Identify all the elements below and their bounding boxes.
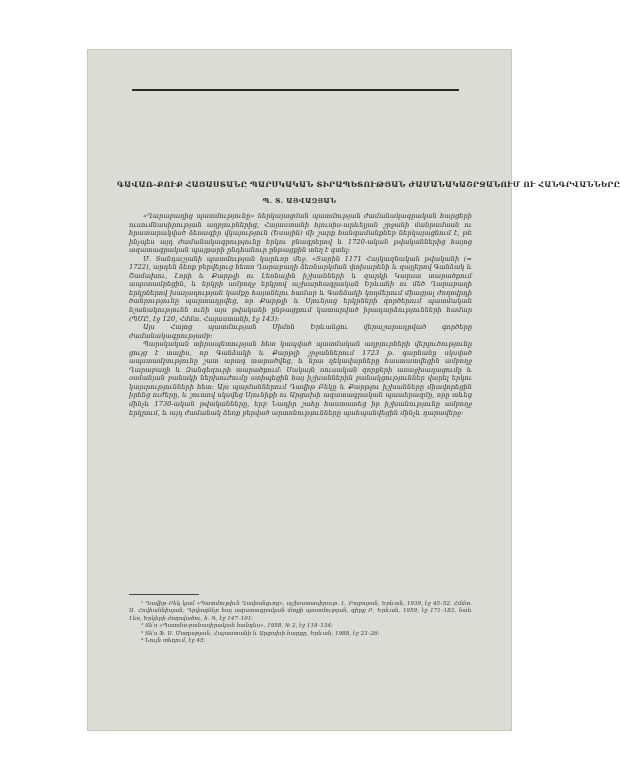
footnote-divider <box>129 594 199 595</box>
article-title: ԳԱՎԱՌ-ՔՈՒՔ ՀԱՅԱՍՏԱՆԸ ՊԱՐՍԿԱԿԱՆ ՏԻՐԱՊԵՏՈՒԹՅԱՆ ԺԱՄԱՆԱԿԱՇՐՋԱՆՈՒՄ ՈՒ ՀԱՆԳՐՎԱՆՆԵՐԸ <box>117 180 620 189</box>
paragraph: «Ղարաբաղից պատմությունը» ներկայացման պատմության ժամանակագրական հարցերի ուսումնասիրության աղբյուրներից, Հայաստանի հյուսիս-արևելյան շրջանի մանրամասն ու հրատարակված ձեռագիր վկայություն (Եսային) մի շարք հանգամանքներ ներկայացնում է, թե ինչպես այդ ժամանակագրությունը երկու բնագրերով և 1720-ական թվականներից հայոց ազատագրական պայքարի ընդհանուր ընթացքին տեղ է գտել։ <box>129 212 472 255</box>
scanned-page <box>87 49 620 731</box>
footnote: ¹ Դավիթ Բեկ կամ «Պատմութիւն Ղափանցւոց», աշխատասիրութ. Լ. Բաբայան, Երևան, 1939, էջ 45–52. Հմմտ. Ա. Հովհաննիսյան, Դրվագներ հայ ազատագրական մտքի պատմության, գիրք Բ, Երևան, 1959, էջ 171–183, նաև Լեո, Երկերի ժողովածու, հ. Գ, էջ 147–191։ <box>129 601 472 622</box>
paragraph: Պարսկական տիրապետության հետ կապված պատմական աղբյուրների վերլուծությունը ցույց է տալիս, որ Գանձակի և Քարթլի շրջաններում 1723 թ. գարնանը սկսված ապստամբությունը շատ արագ տարածվեց, և նրա ղեկավարները հաստատվեցին ամբողջ Ղարաբաղի և Զանգեզուրի տարածքում։ Սակայն ռուսական զորքերի առաջխաղացումը և օսմանյան բանակի ներխուժումը ստիպեցին հայ իշխաններին բանակցություններ վարել երկու կայսրությունների հետ։ Այս պայմաններում Դավիթ Բեկը և Քարթլու իշխանները միավորեցին իրենց ուժերը, և շուտով սկսվեց Սյունիքի ու Արցախի ազատագրական պատերազմը, որը տևեց մինչև 1730-ական թվականները, երբ Նադիր շահը հաստատեց իր իշխանությունը ամբողջ երկրում, և այդ ժամանակ ձեռք բերված արտոնությունները պահպանվեցին մինչև դարավերջ։ <box>129 340 472 417</box>
footnotes <box>129 601 472 645</box>
footnote: ³ Տե՛ս Ֆ. Ս. Մադաթյան, Հայաստանի և Արցախի հարցը, Երևան, 1988, էջ 23–26։ <box>141 630 380 637</box>
header-rule <box>132 89 459 91</box>
article-author: Պ. Տ. ԱՅՎԱԶՅԱՆ <box>262 197 337 205</box>
footnote: ⁴ Նույն տեղում, էջ 45։ <box>141 638 206 645</box>
paragraph: Մ. Տանդաշյանի պատմության կարևոր մեջ. «Տարին 1171 Հայկազնական թվականի (= 1722), արդեն ձեռք բերվելուց հետո Ղարաբաղի ձեռնարկման փոխարենի և զայլերով Գանձակ և Շամախու, Լորի և Քարթլի ու Լեռնային իշխանների և զարկի Կարսա տարածքում ապստամբեցին, և երկրի ամբողջ երկրով աշխարհագրական Երևանի ու մեծ Ղարաբաղի երկրներով խաղաղության կամքը հայտնելու համար և Գանձակի կողմերում միացյալ ժողովրդի ծանրությունը պարտադրվեց, որ Քարթլի և Սյունյաց երկրների գործերում պատմական նշանակությունն ունի այս թվականի ընթացքում կատարված իրադարձությունների համար (ՊՄԸ, էջ 120, Հմմտ. Հայաստանի, էջ 143)։ <box>129 254 472 323</box>
article-body <box>129 212 472 417</box>
footnote: ² Տե՛ս «Պատմա-բանասիրական հանդես», 1958, № 2, էջ 118–134։ <box>141 623 333 630</box>
paragraph: Այս Հայոց պատմության Սիմոն Երևանցու վերաշարադրված գործերը ժամանակագրությամբ։ <box>129 323 472 340</box>
